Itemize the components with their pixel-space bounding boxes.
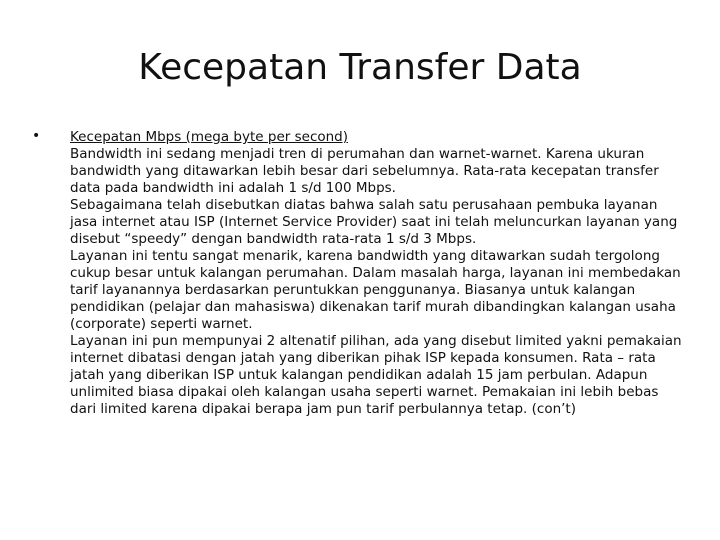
paragraph-4: Layanan ini pun mempunyai 2 altenatif pilihan, ada yang disebut limited yakni pemakaian internet dibatasi dengan jatah yang diberikan pihak ISP kepada konsumen. Rata – rata jatah yang diberikan ISP untuk kalangan pendidikan adalah 15 jam perbulan. Adapun unlimited biasa dipakai oleh kalangan usaha seperti warnet. Pemakaian ini lebih bebas dari limited karena dipakai berapa jam pun tarif perbulannya tetap. (con’t) bbox=[70, 333, 682, 417]
slide-title: Kecepatan Transfer Data bbox=[138, 47, 582, 88]
slide-body bbox=[70, 129, 685, 418]
section-heading: Kecepatan Mbps (mega byte per second) bbox=[70, 129, 349, 145]
paragraph-3: Layanan ini tentu sangat menarik, karena bandwidth yang ditawarkan sudah tergolong cukup besar untuk kalangan perumahan. Dalam masalah harga, layanan ini membedakan tarif layanannya berdasarkan peruntukkan penggunanya. Biasanya untuk kalangan pendidikan (pelajar dan mahasiswa) dikenakan tarif murah dibandingkan kalangan usaha (corporate) seperti warnet. bbox=[70, 248, 681, 332]
paragraph-2: Sebagaimana telah disebutkan diatas bahwa salah satu perusahaan pembuka layanan jasa internet atau ISP (Internet Service Provider) saat ini telah meluncurkan layanan yang disebut “speedy” dengan bandwidth rata-rata 1 s/d 3 Mbps. bbox=[70, 197, 678, 247]
bullet-marker: • bbox=[32, 128, 41, 144]
paragraph-1: Bandwidth ini sedang menjadi tren di perumahan dan warnet-warnet. Karena ukuran bandwidth yang ditawarkan lebih besar dari sebelumnya. Rata-rata kecepatan transfer data pada bandwidth ini adalah 1 s/d 100 Mbps. bbox=[70, 146, 659, 196]
